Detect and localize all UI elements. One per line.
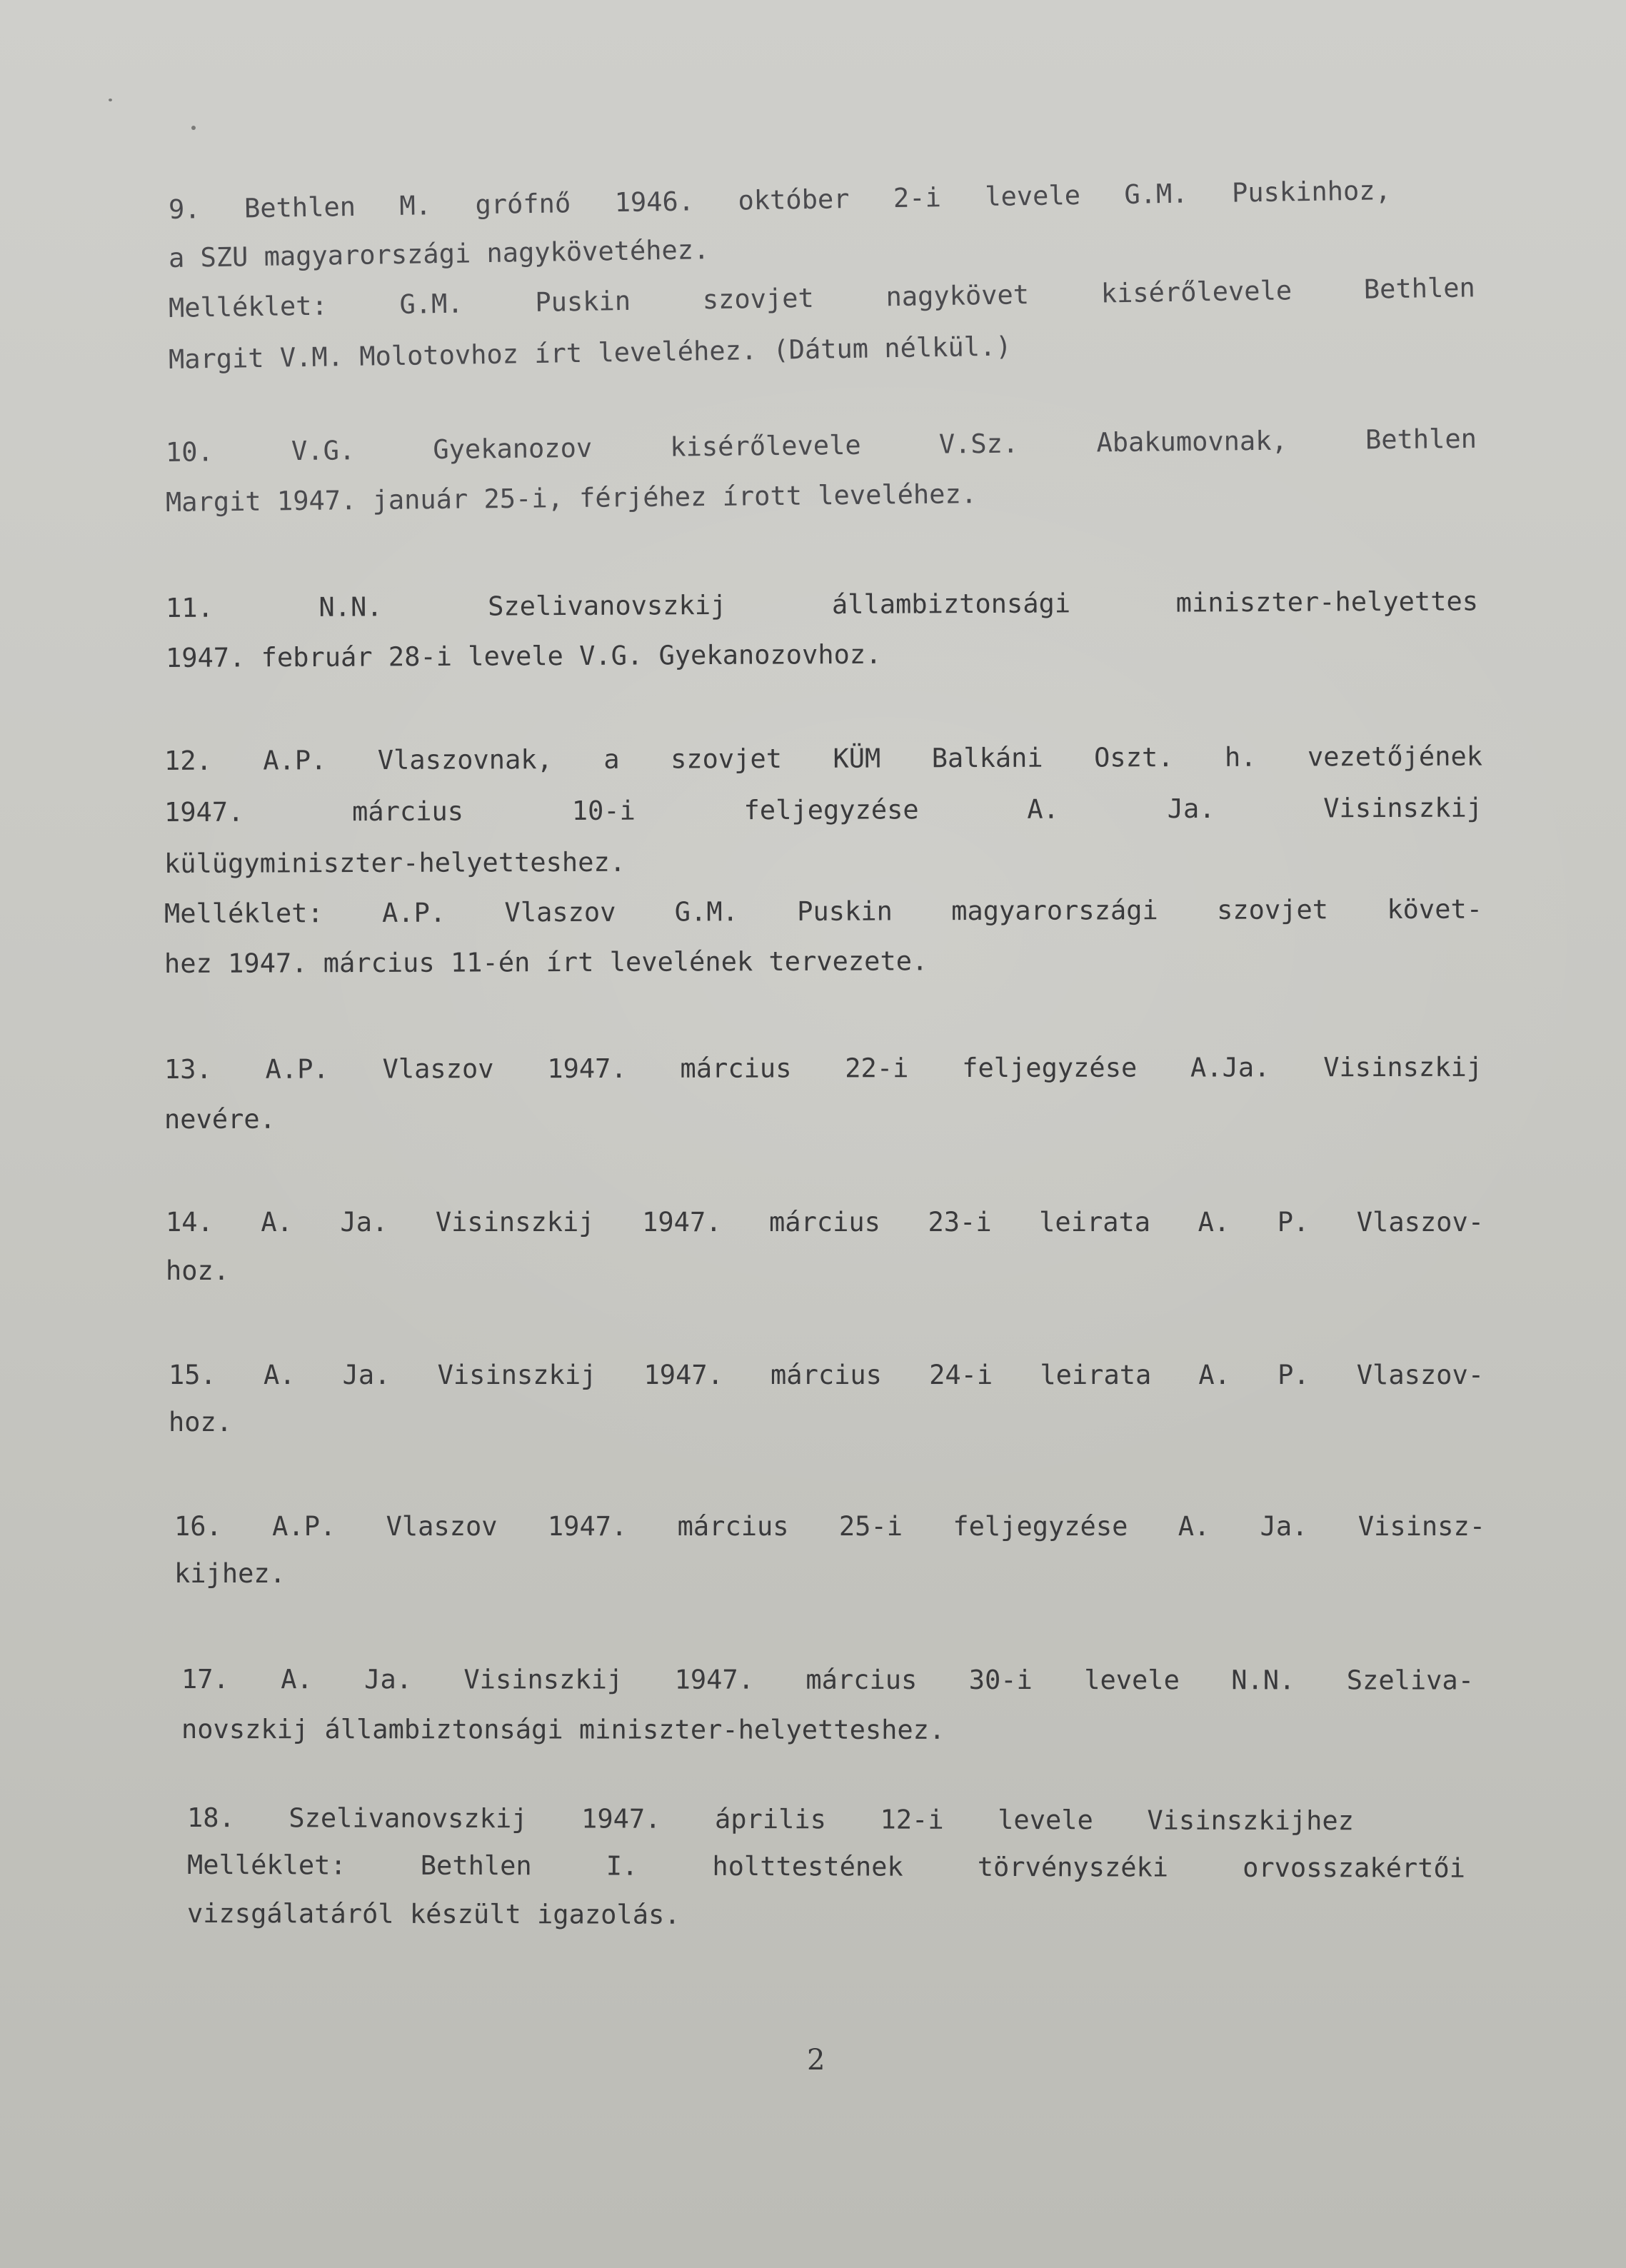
entry-line: Margit V.M. Molotovhoz írt leveléhez. (Dátum nélkül.)	[168, 331, 1012, 375]
entry-line: nevére.	[164, 1103, 276, 1135]
paper-speck	[191, 126, 196, 130]
entry-line: 14. A. Ja. Visinszkij 1947. március 23-i leirata A. P. Vlaszov-	[166, 1207, 1484, 1238]
entry-line: külügyminiszter-helyetteshez.	[164, 846, 626, 879]
entry-line: Melléklet: G.M. Puskin szovjet nagykövet kisérőlevele Bethlen	[168, 272, 1476, 323]
entry-line: 15. A. Ja. Visinszkij 1947. március 24-i leirata A. P. Vlaszov-	[169, 1360, 1484, 1390]
entry-line: hoz.	[166, 1255, 230, 1286]
entry-line: Melléklet: Bethlen I. holttestének törvényszéki orvosszakértői	[186, 1850, 1466, 1884]
entry-line: a SZU magyarországi nagykövetéhez.	[168, 234, 710, 274]
entry-line: 18. Szelivanovszkij 1947. április 12-i levele Visinszkijhez	[186, 1802, 1355, 1837]
entry-line: hez 1947. március 11-én írt levelének tervezete.	[164, 945, 928, 979]
entry-line: 10. V.G. Gyekanozov kisérőlevele V.Sz. Abakumovnak, Bethlen	[165, 423, 1477, 468]
entry-line: kijhez.	[174, 1558, 286, 1589]
entry-line: 1947. március 10-i feljegyzése A. Ja. Visinszkij	[164, 792, 1483, 828]
entry-line: Melléklet: A.P. Vlaszov G.M. Puskin magyarországi szovjet követ-	[164, 893, 1483, 929]
entry-line: vizsgálatáról készült igazolás.	[186, 1898, 681, 1930]
entry-line: Margit 1947. január 25-i, férjéhez írott leveléhez.	[165, 478, 978, 518]
paper-speck	[109, 99, 112, 101]
page-number: 2	[807, 2044, 825, 2077]
entry-line: 13. A.P. Vlaszov 1947. március 22-i feljegyzése A.Ja. Visinszkij	[164, 1051, 1483, 1085]
entry-line: 16. A.P. Vlaszov 1947. március 25-i feljegyzése A. Ja. Visinsz-	[174, 1511, 1485, 1542]
entry-line: 17. A. Ja. Visinszkij 1947. március 30-i levele N.N. Szeliva-	[181, 1664, 1475, 1696]
entry-line: 11. N.N. Szelivanovszkij állambiztonsági miniszter-helyettes	[165, 586, 1479, 623]
entry-line: 9. Bethlen M. grófnő 1946. október 2-i levele G.M. Puskinhoz,	[168, 175, 1392, 225]
entry-line: hoz.	[169, 1407, 233, 1437]
entry-line: novszkij állambiztonsági miniszter-helyetteshez.	[181, 1714, 945, 1745]
entry-line: 1947. február 28-i levele V.G. Gyekanozovhoz.	[165, 638, 882, 673]
entry-line: 12. A.P. Vlaszovnak, a szovjet KÜM Balkáni Oszt. h. vezetőjének	[164, 741, 1483, 776]
